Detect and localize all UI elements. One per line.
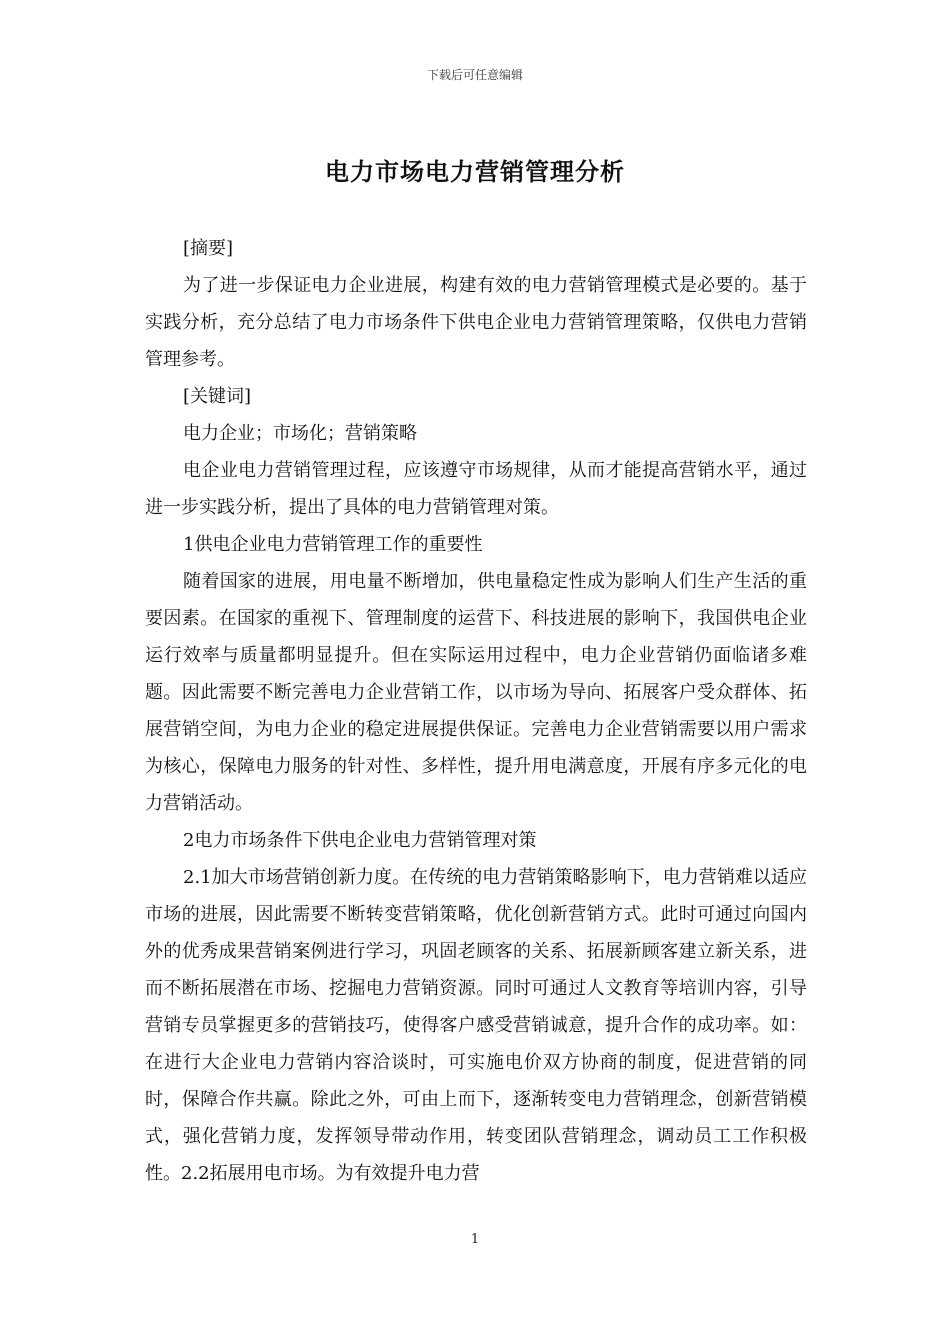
document-title: 电力市场电力营销管理分析 bbox=[325, 157, 625, 186]
document-body bbox=[145, 230, 807, 1192]
section-2-heading: 2电力市场条件下供电企业电力营销管理对策 bbox=[183, 830, 537, 851]
abstract-paragraph: 为了进一步保证电力企业进展，构建有效的电力营销管理模式是必要的。基于实践分析，充分总结了电力市场条件下供电企业电力营销管理策略，仅供电力营销管理参考。 bbox=[145, 275, 807, 370]
section-1-heading: 1供电企业电力营销管理工作的重要性 bbox=[183, 534, 483, 555]
intro-paragraph: 电企业电力营销管理过程，应该遵守市场规律，从而才能提高营销水平，通过进一步实践分析，提出了具体的电力营销管理对策。 bbox=[145, 460, 807, 518]
section-2-1-paragraph: 2.1加大市场营销创新力度。在传统的电力营销策略影响下，电力营销难以适应市场的进展，因此需要不断转变营销策略，优化创新营销方式。此时可通过向国内外的优秀成果营销案例进行学习，巩固老顾客的关系、拓展新顾客建立新关系，进而不断拓展潜在市场、挖掘电力营销资源。同时可通过人文教育等培训内容，引导营销专员掌握更多的营销技巧，使得客户感受营销诚意，提升合作的成功率。如：在进行大企业电力营销内容洽谈时，可实施电价双方协商的制度，促进营销的同时，保障合作共赢。除此之外，可由上而下，逐渐转变电力营销理念，创新营销模式，强化营销力度，发挥领导带动作用，转变团队营销理念，调动员工工作积极性。2.2拓展用电市场。为有效提升电力营 bbox=[145, 867, 807, 1184]
header-note: 下载后可任意编辑 bbox=[426, 68, 523, 82]
page-number: 1 bbox=[470, 1232, 480, 1247]
keywords-paragraph: 电力企业；市场化；营销策略 bbox=[183, 423, 417, 444]
abstract-heading: [摘要] bbox=[183, 238, 234, 259]
keywords-heading: [关键词] bbox=[183, 386, 252, 407]
section-1-paragraph: 随着国家的进展，用电量不断增加，供电量稳定性成为影响人们生产生活的重要因素。在国家的重视下、管理制度的运营下、科技进展的影响下，我国供电企业运行效率与质量都明显提升。但在实际运用过程中，电力企业营销仍面临诸多难题。因此需要不断完善电力企业营销工作，以市场为导向、拓展客户受众群体、拓展营销空间，为电力企业的稳定进展提供保证。完善电力企业营销需要以用户需求为核心，保障电力服务的针对性、多样性，提升用电满意度，开展有序多元化的电力营销活动。 bbox=[145, 571, 807, 814]
